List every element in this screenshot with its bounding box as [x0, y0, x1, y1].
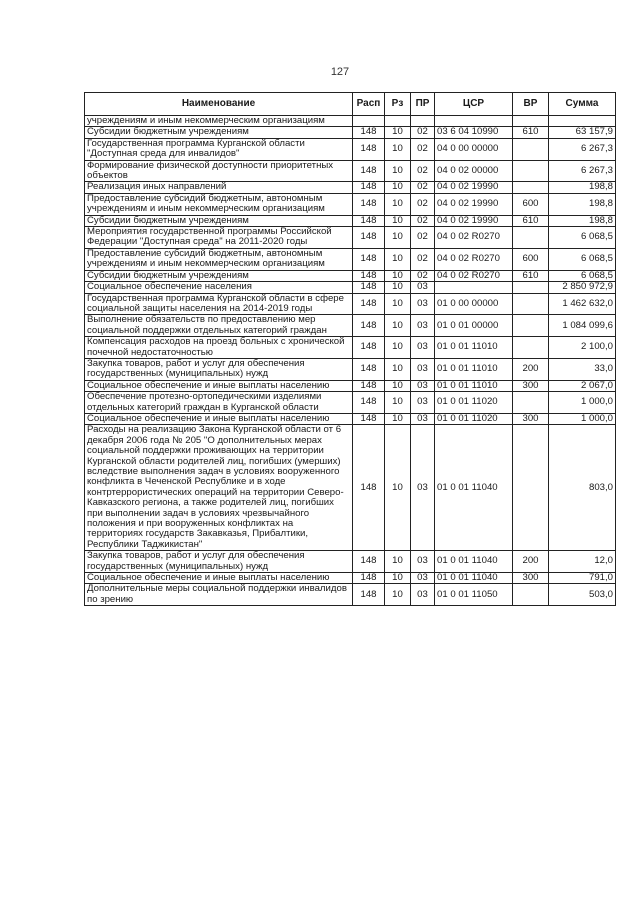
cell-rasp: 148: [353, 337, 385, 359]
header-csr: ЦСР: [435, 93, 513, 116]
table-row: [85, 182, 616, 193]
table-row: [85, 551, 616, 573]
cell-pr: 02: [411, 160, 435, 182]
cell-rz: 10: [385, 584, 411, 606]
cell-pr: 03: [411, 282, 435, 293]
cell-pr: 03: [411, 392, 435, 414]
cell-rasp: 148: [353, 551, 385, 573]
cell-pr: 03: [411, 358, 435, 380]
cell-sum: 1 000,0: [549, 392, 616, 414]
cell-sum: 198,8: [549, 193, 616, 215]
cell-name: Закупка товаров, работ и услуг для обеспечения государственных (муниципальных) нужд: [85, 358, 353, 380]
cell-rasp: [353, 116, 385, 127]
cell-sum: 1 000,0: [549, 413, 616, 424]
cell-name: Расходы на реализацию Закона Курганской области от 6 декабря 2006 года № 205 "О дополнительных мерах социальной поддержки проживающих на территории Курганской области родителей лиц, погибших (умерших) вследствие выполнения задач в условиях вооруженного конфликта в Чеченской Республике и в ходе контртеррористических операций на территории Северо-Кавказского региона, а также родителей лиц, погибших при выполнении задач в условиях чрезвычайного положения и при вооруженных конфликтах на территориях государств Закавказья, Прибалтики, Республики Таджикистан": [85, 425, 353, 551]
cell-sum: 2 100,0: [549, 337, 616, 359]
cell-vr: 300: [513, 380, 549, 391]
header-name: Наименование: [85, 93, 353, 116]
cell-csr: 01 0 01 11040: [435, 551, 513, 573]
cell-rasp: 148: [353, 584, 385, 606]
table-row: [85, 193, 616, 215]
cell-name: Субсидии бюджетным учреждениям: [85, 215, 353, 226]
cell-rz: 10: [385, 392, 411, 414]
cell-vr: 200: [513, 551, 549, 573]
cell-vr: [513, 584, 549, 606]
cell-sum: 791,0: [549, 573, 616, 584]
cell-vr: [513, 182, 549, 193]
cell-name: Субсидии бюджетным учреждениям: [85, 127, 353, 138]
cell-name: Субсидии бюджетным учреждениям: [85, 270, 353, 281]
cell-sum: 1 084 099,6: [549, 315, 616, 337]
cell-csr: 01 0 01 11040: [435, 425, 513, 551]
table-row: [85, 337, 616, 359]
cell-pr: 03: [411, 337, 435, 359]
cell-vr: [513, 315, 549, 337]
cell-rz: 10: [385, 282, 411, 293]
cell-pr: 02: [411, 182, 435, 193]
cell-sum: 1 462 632,0: [549, 293, 616, 315]
cell-name: Компенсация расходов на проезд больных с хронической почечной недостаточностью: [85, 337, 353, 359]
cell-csr: 01 0 01 11050: [435, 584, 513, 606]
cell-sum: 503,0: [549, 584, 616, 606]
cell-pr: 03: [411, 573, 435, 584]
cell-csr: [435, 116, 513, 127]
table-row: [85, 270, 616, 281]
cell-pr: 02: [411, 127, 435, 138]
cell-vr: [513, 116, 549, 127]
cell-pr: 03: [411, 380, 435, 391]
cell-csr: 04 0 02 19990: [435, 182, 513, 193]
cell-rz: 10: [385, 248, 411, 270]
table-row: [85, 392, 616, 414]
cell-sum: 6 068,5: [549, 227, 616, 249]
cell-pr: 02: [411, 193, 435, 215]
cell-rasp: 148: [353, 392, 385, 414]
cell-pr: 02: [411, 270, 435, 281]
cell-csr: 01 0 01 11010: [435, 358, 513, 380]
budget-table: [84, 92, 616, 606]
cell-vr: [513, 160, 549, 182]
cell-vr: [513, 392, 549, 414]
table-row: [85, 584, 616, 606]
cell-pr: 03: [411, 413, 435, 424]
cell-pr: 02: [411, 138, 435, 160]
cell-csr: 01 0 01 11020: [435, 392, 513, 414]
cell-name: Социальное обеспечение населения: [85, 282, 353, 293]
cell-rasp: 148: [353, 573, 385, 584]
cell-rz: 10: [385, 227, 411, 249]
cell-vr: [513, 282, 549, 293]
cell-pr: [411, 116, 435, 127]
cell-csr: 04 0 02 R0270: [435, 270, 513, 281]
cell-name: Социальное обеспечение и иные выплаты населению: [85, 413, 353, 424]
cell-rasp: 148: [353, 193, 385, 215]
cell-rz: 10: [385, 182, 411, 193]
cell-vr: 600: [513, 248, 549, 270]
cell-rasp: 148: [353, 215, 385, 226]
header-rz: Рз: [385, 93, 411, 116]
cell-name: Государственная программа Курганской области в сфере социальной защиты населения на 2014-2019 годы: [85, 293, 353, 315]
cell-vr: 200: [513, 358, 549, 380]
cell-sum: 63 157,9: [549, 127, 616, 138]
table-row: [85, 413, 616, 424]
table-row: [85, 160, 616, 182]
header-vr: ВР: [513, 93, 549, 116]
cell-name: Формирование физической доступности приоритетных объектов: [85, 160, 353, 182]
cell-csr: 04 0 02 19990: [435, 215, 513, 226]
cell-rz: 10: [385, 138, 411, 160]
cell-rasp: 148: [353, 413, 385, 424]
cell-name: Мероприятия государственной программы Российской Федерации "Доступная среда" на 2011-2020 годы: [85, 227, 353, 249]
cell-rasp: 148: [353, 270, 385, 281]
cell-sum: 6 068,5: [549, 270, 616, 281]
table-row: [85, 315, 616, 337]
cell-rz: 10: [385, 551, 411, 573]
cell-vr: 300: [513, 413, 549, 424]
cell-csr: 04 0 00 00000: [435, 138, 513, 160]
cell-vr: [513, 337, 549, 359]
table-row: [85, 127, 616, 138]
header-pr: ПР: [411, 93, 435, 116]
cell-rasp: 148: [353, 127, 385, 138]
cell-name: Выполнение обязательств по предоставлению мер социальной поддержки отдельных категорий граждан: [85, 315, 353, 337]
cell-name: Закупка товаров, работ и услуг для обеспечения государственных (муниципальных) нужд: [85, 551, 353, 573]
cell-sum: 12,0: [549, 551, 616, 573]
cell-rz: 10: [385, 573, 411, 584]
cell-vr: [513, 425, 549, 551]
cell-name: Государственная программа Курганской области "Доступная среда для инвалидов": [85, 138, 353, 160]
cell-rz: 10: [385, 293, 411, 315]
cell-vr: 600: [513, 193, 549, 215]
cell-rz: 10: [385, 315, 411, 337]
table-row: [85, 282, 616, 293]
cell-rz: [385, 116, 411, 127]
header-rasp: Расп: [353, 93, 385, 116]
cell-vr: [513, 227, 549, 249]
cell-csr: 01 0 01 00000: [435, 315, 513, 337]
cell-vr: 610: [513, 215, 549, 226]
cell-pr: 03: [411, 425, 435, 551]
cell-rasp: 148: [353, 160, 385, 182]
table-row: [85, 380, 616, 391]
cell-csr: 01 0 01 11020: [435, 413, 513, 424]
cell-rasp: 148: [353, 248, 385, 270]
cell-name: Реализация иных направлений: [85, 182, 353, 193]
cell-vr: 300: [513, 573, 549, 584]
cell-rasp: 148: [353, 182, 385, 193]
cell-rz: 10: [385, 270, 411, 281]
cell-rz: 10: [385, 380, 411, 391]
cell-csr: 04 0 02 R0270: [435, 227, 513, 249]
cell-rasp: 148: [353, 358, 385, 380]
cell-csr: 01 0 01 11010: [435, 337, 513, 359]
table-row: [85, 215, 616, 226]
cell-vr: [513, 138, 549, 160]
cell-csr: 04 0 02 00000: [435, 160, 513, 182]
cell-name: Обеспечение протезно-ортопедическими изделиями отдельных категорий граждан в Курганской области: [85, 392, 353, 414]
cell-sum: 6 267,3: [549, 138, 616, 160]
cell-csr: 01 0 00 00000: [435, 293, 513, 315]
table-row: [85, 358, 616, 380]
cell-sum: 198,8: [549, 182, 616, 193]
cell-rz: 10: [385, 413, 411, 424]
cell-sum: 2 850 972,9: [549, 282, 616, 293]
cell-rz: 10: [385, 425, 411, 551]
cell-vr: 610: [513, 127, 549, 138]
cell-rasp: 148: [353, 425, 385, 551]
cell-name: Дополнительные меры социальной поддержки инвалидов по зрению: [85, 584, 353, 606]
cell-name: Социальное обеспечение и иные выплаты населению: [85, 380, 353, 391]
cell-sum: 198,8: [549, 215, 616, 226]
cell-sum: 6 068,5: [549, 248, 616, 270]
cell-rz: 10: [385, 215, 411, 226]
cell-rasp: 148: [353, 227, 385, 249]
cell-rasp: 148: [353, 282, 385, 293]
cell-name: учреждениям и иным некоммерческим организациям: [85, 116, 353, 127]
cell-name: Предоставление субсидий бюджетным, автономным учреждениям и иным некоммерческим организациям: [85, 193, 353, 215]
cell-sum: 803,0: [549, 425, 616, 551]
cell-pr: 03: [411, 293, 435, 315]
cell-rasp: 148: [353, 315, 385, 337]
table-row: [85, 248, 616, 270]
table-row: [85, 138, 616, 160]
cell-rz: 10: [385, 337, 411, 359]
cell-sum: [549, 116, 616, 127]
table-body: [85, 116, 616, 606]
table-row: [85, 116, 616, 127]
cell-csr: 01 0 01 11010: [435, 380, 513, 391]
cell-csr: 03 6 04 10990: [435, 127, 513, 138]
cell-vr: [513, 293, 549, 315]
cell-pr: 02: [411, 227, 435, 249]
table-row: [85, 227, 616, 249]
page-number: 127: [330, 66, 350, 78]
cell-sum: 33,0: [549, 358, 616, 380]
header-sum: Сумма: [549, 93, 616, 116]
cell-csr: [435, 282, 513, 293]
cell-vr: 610: [513, 270, 549, 281]
cell-rasp: 148: [353, 138, 385, 160]
cell-pr: 03: [411, 315, 435, 337]
table-row: [85, 425, 616, 551]
cell-sum: 2 067,0: [549, 380, 616, 391]
cell-pr: 02: [411, 248, 435, 270]
cell-sum: 6 267,3: [549, 160, 616, 182]
cell-rasp: 148: [353, 380, 385, 391]
table-header-row: [85, 93, 616, 116]
cell-name: Социальное обеспечение и иные выплаты населению: [85, 573, 353, 584]
table-row: [85, 293, 616, 315]
cell-rz: 10: [385, 358, 411, 380]
table-row: [85, 573, 616, 584]
cell-rasp: 148: [353, 293, 385, 315]
cell-csr: 04 0 02 R0270: [435, 248, 513, 270]
cell-csr: 04 0 02 19990: [435, 193, 513, 215]
cell-rz: 10: [385, 193, 411, 215]
cell-name: Предоставление субсидий бюджетным, автономным учреждениям и иным некоммерческим организациям: [85, 248, 353, 270]
cell-rz: 10: [385, 127, 411, 138]
cell-pr: 03: [411, 551, 435, 573]
cell-csr: 01 0 01 11040: [435, 573, 513, 584]
cell-pr: 02: [411, 215, 435, 226]
cell-pr: 03: [411, 584, 435, 606]
cell-rz: 10: [385, 160, 411, 182]
